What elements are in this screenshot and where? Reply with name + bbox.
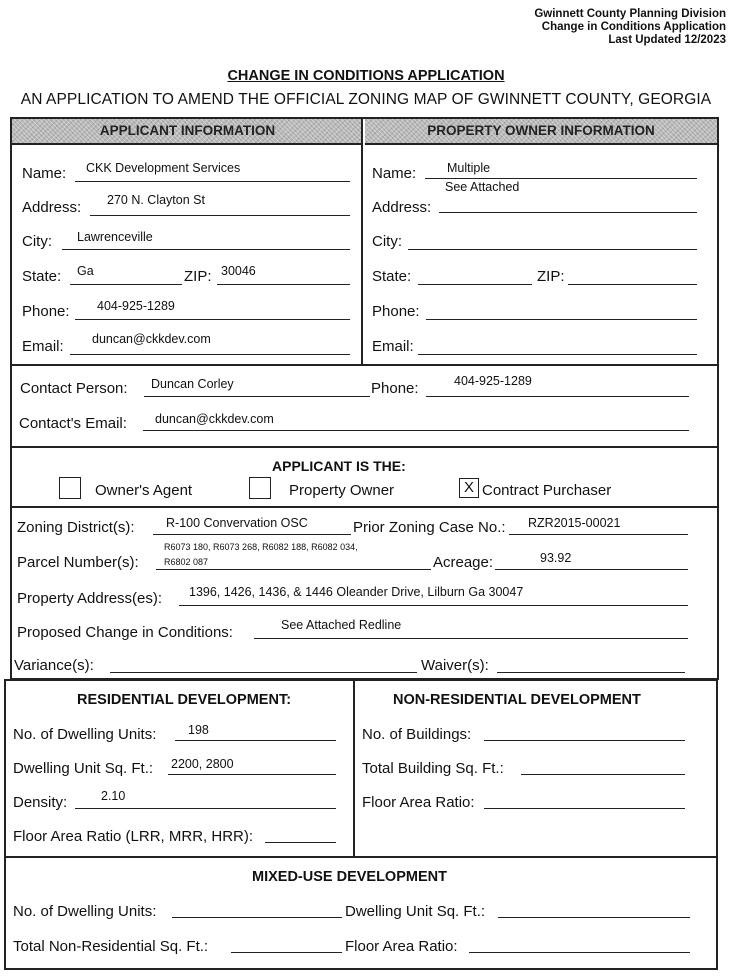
section-divider xyxy=(361,117,363,366)
property-address-label: Property Address(es): xyxy=(17,590,163,607)
contact-phone-field[interactable]: 404-925-1289 xyxy=(454,374,532,388)
zoning-district-label: Zoning District(s): xyxy=(17,519,135,536)
property-address-line xyxy=(179,605,688,606)
nonres-buildings-label: No. of Buildings: xyxy=(362,726,472,743)
variance-line[interactable] xyxy=(110,672,417,673)
res-units-label: No. of Dwelling Units: xyxy=(13,726,157,743)
owner-address-label: Address: xyxy=(372,199,432,216)
applicant-city-field[interactable]: Lawrenceville xyxy=(77,230,153,244)
owner-zip-line[interactable] xyxy=(568,284,697,285)
mixed-sqft-label: Dwelling Unit Sq. Ft.: xyxy=(345,903,486,920)
waiver-line[interactable] xyxy=(497,672,685,673)
mixed-nonres-label: Total Non-Residential Sq. Ft.: xyxy=(13,938,209,955)
nonres-buildings-line[interactable] xyxy=(484,740,685,741)
applicant-name-line xyxy=(75,181,350,182)
mixed-far-label: Floor Area Ratio: xyxy=(345,938,458,955)
owner-state-line[interactable] xyxy=(418,284,532,285)
res-far-line[interactable] xyxy=(265,842,336,843)
owner-state-label: State: xyxy=(372,268,412,285)
parcel-label: Parcel Number(s): xyxy=(17,554,139,571)
mixed-units-label: No. of Dwelling Units: xyxy=(13,903,157,920)
acreage-label: Acreage: xyxy=(433,554,494,571)
prior-case-label: Prior Zoning Case No.: xyxy=(353,519,506,536)
owner-phone-line[interactable] xyxy=(426,319,697,320)
mixed-far-line[interactable] xyxy=(469,952,690,953)
owner-email-line[interactable] xyxy=(418,354,697,355)
prior-case-field[interactable]: RZR2015-00021 xyxy=(528,516,621,530)
density-line xyxy=(75,808,336,809)
res-sqft-line xyxy=(168,774,336,775)
applicant-phone-label: Phone: xyxy=(22,303,70,320)
development-divider xyxy=(353,679,355,858)
mixed-units-line[interactable] xyxy=(172,917,342,918)
owner-name-note: See Attached xyxy=(445,180,520,194)
parcel-field-line1[interactable]: R6073 180, R6073 268, R6082 188, R6082 034, xyxy=(164,542,358,552)
mixed-sqft-line[interactable] xyxy=(498,917,690,918)
header-division: Gwinnett County Planning Division xyxy=(534,8,726,20)
owner-zip-label: ZIP: xyxy=(537,268,565,285)
applicant-city-line xyxy=(62,249,350,250)
owners-agent-label: Owner's Agent xyxy=(95,482,193,499)
parcel-line xyxy=(156,569,431,570)
density-field[interactable]: 2.10 xyxy=(101,789,126,803)
parcel-field-line2[interactable]: R6802 087 xyxy=(164,557,209,567)
contact-person-label: Contact Person: xyxy=(20,380,128,397)
density-label: Density: xyxy=(13,794,68,811)
applicant-address-label: Address: xyxy=(22,199,82,216)
applicant-name-field[interactable]: CKK Development Services xyxy=(86,161,241,175)
res-units-field[interactable]: 198 xyxy=(188,723,209,737)
zoning-district-line xyxy=(153,534,351,535)
document-header xyxy=(534,8,726,47)
owner-email-label: Email: xyxy=(372,338,414,355)
acreage-field[interactable]: 93.92 xyxy=(540,551,572,565)
form-subtitle: AN APPLICATION TO AMEND THE OFFICIAL ZONING MAP OF GWINNETT COUNTY, GEORGIA xyxy=(20,91,712,108)
mixed-use-heading: MIXED-USE DEVELOPMENT xyxy=(252,869,447,885)
nonres-far-label: Floor Area Ratio: xyxy=(362,794,475,811)
mixed-nonres-line[interactable] xyxy=(231,952,342,953)
owner-phone-label: Phone: xyxy=(372,303,420,320)
proposed-change-field[interactable]: See Attached Redline xyxy=(281,618,402,632)
contact-phone-line xyxy=(426,396,689,397)
nonres-sqft-label: Total Building Sq. Ft.: xyxy=(362,760,504,777)
owner-name-label: Name: xyxy=(372,165,417,182)
applicant-name-label: Name: xyxy=(22,165,67,182)
contact-person-field[interactable]: Duncan Corley xyxy=(151,377,234,391)
nonresidential-heading: NON-RESIDENTIAL DEVELOPMENT xyxy=(393,692,641,708)
owner-address-line[interactable] xyxy=(439,212,697,213)
res-far-label: Floor Area Ratio (LRR, MRR, HRR): xyxy=(13,828,254,845)
applicant-phone-field[interactable]: 404-925-1289 xyxy=(97,299,175,313)
applicant-address-field[interactable]: 270 N. Clayton St xyxy=(107,193,205,207)
owner-name-line xyxy=(425,178,697,179)
applicant-address-line xyxy=(90,215,350,216)
applicant-zip-field[interactable]: 30046 xyxy=(221,264,256,278)
applicant-city-label: City: xyxy=(22,233,52,250)
form-title: CHANGE IN CONDITIONS APPLICATION xyxy=(227,68,505,84)
applicant-email-field[interactable]: duncan@ckkdev.com xyxy=(92,332,211,346)
applicant-state-label: State: xyxy=(22,268,62,285)
applicant-heading: APPLICANT INFORMATION xyxy=(12,119,363,145)
res-units-line xyxy=(175,740,336,741)
zoning-district-field[interactable]: R-100 Convervation OSC xyxy=(166,516,308,530)
res-sqft-label: Dwelling Unit Sq. Ft.: xyxy=(13,760,154,777)
contact-email-line xyxy=(143,430,689,431)
property-address-field[interactable]: 1396, 1426, 1436, & 1446 Oleander Drive, Lilburn Ga 30047 xyxy=(189,585,524,599)
applicant-state-line xyxy=(70,284,182,285)
property-owner-label: Property Owner xyxy=(289,482,395,499)
contact-phone-label: Phone: xyxy=(371,380,419,397)
owner-heading: PROPERTY OWNER INFORMATION xyxy=(365,119,717,145)
contact-email-label: Contact's Email: xyxy=(19,415,127,432)
owner-name-field[interactable]: Multiple xyxy=(447,161,491,175)
residential-heading: RESIDENTIAL DEVELOPMENT: xyxy=(77,692,292,708)
waiver-label: Waiver(s): xyxy=(421,657,489,674)
applicant-type-heading: APPLICANT IS THE: xyxy=(272,458,406,474)
header-form-name: Change in Conditions Application xyxy=(541,21,726,33)
header-updated: Last Updated 12/2023 xyxy=(608,34,726,46)
applicant-zip-label: ZIP: xyxy=(184,268,212,285)
property-owner-checkbox[interactable] xyxy=(249,477,271,499)
variance-label: Variance(s): xyxy=(14,657,94,674)
acreage-line xyxy=(495,569,688,570)
applicant-phone-line xyxy=(75,319,350,320)
nonres-sqft-line[interactable] xyxy=(521,774,685,775)
contract-purchaser-checkbox[interactable]: X xyxy=(459,478,479,498)
res-sqft-field[interactable]: 2200, 2800 xyxy=(171,757,234,771)
contact-email-field[interactable]: duncan@ckkdev.com xyxy=(155,412,274,426)
applicant-email-line xyxy=(70,354,350,355)
contact-person-line xyxy=(144,396,370,397)
contract-purchaser-label: Contract Purchaser xyxy=(482,482,612,499)
proposed-change-line xyxy=(254,638,688,639)
owners-agent-checkbox[interactable] xyxy=(59,477,81,499)
contact-section xyxy=(10,364,719,448)
prior-case-line xyxy=(509,534,688,535)
applicant-state-field[interactable]: Ga xyxy=(77,264,94,278)
applicant-email-label: Email: xyxy=(22,338,64,355)
nonres-far-line[interactable] xyxy=(484,808,685,809)
owner-city-label: City: xyxy=(372,233,402,250)
proposed-change-label: Proposed Change in Conditions: xyxy=(17,624,233,641)
applicant-zip-line xyxy=(217,284,350,285)
owner-city-line[interactable] xyxy=(408,249,697,250)
